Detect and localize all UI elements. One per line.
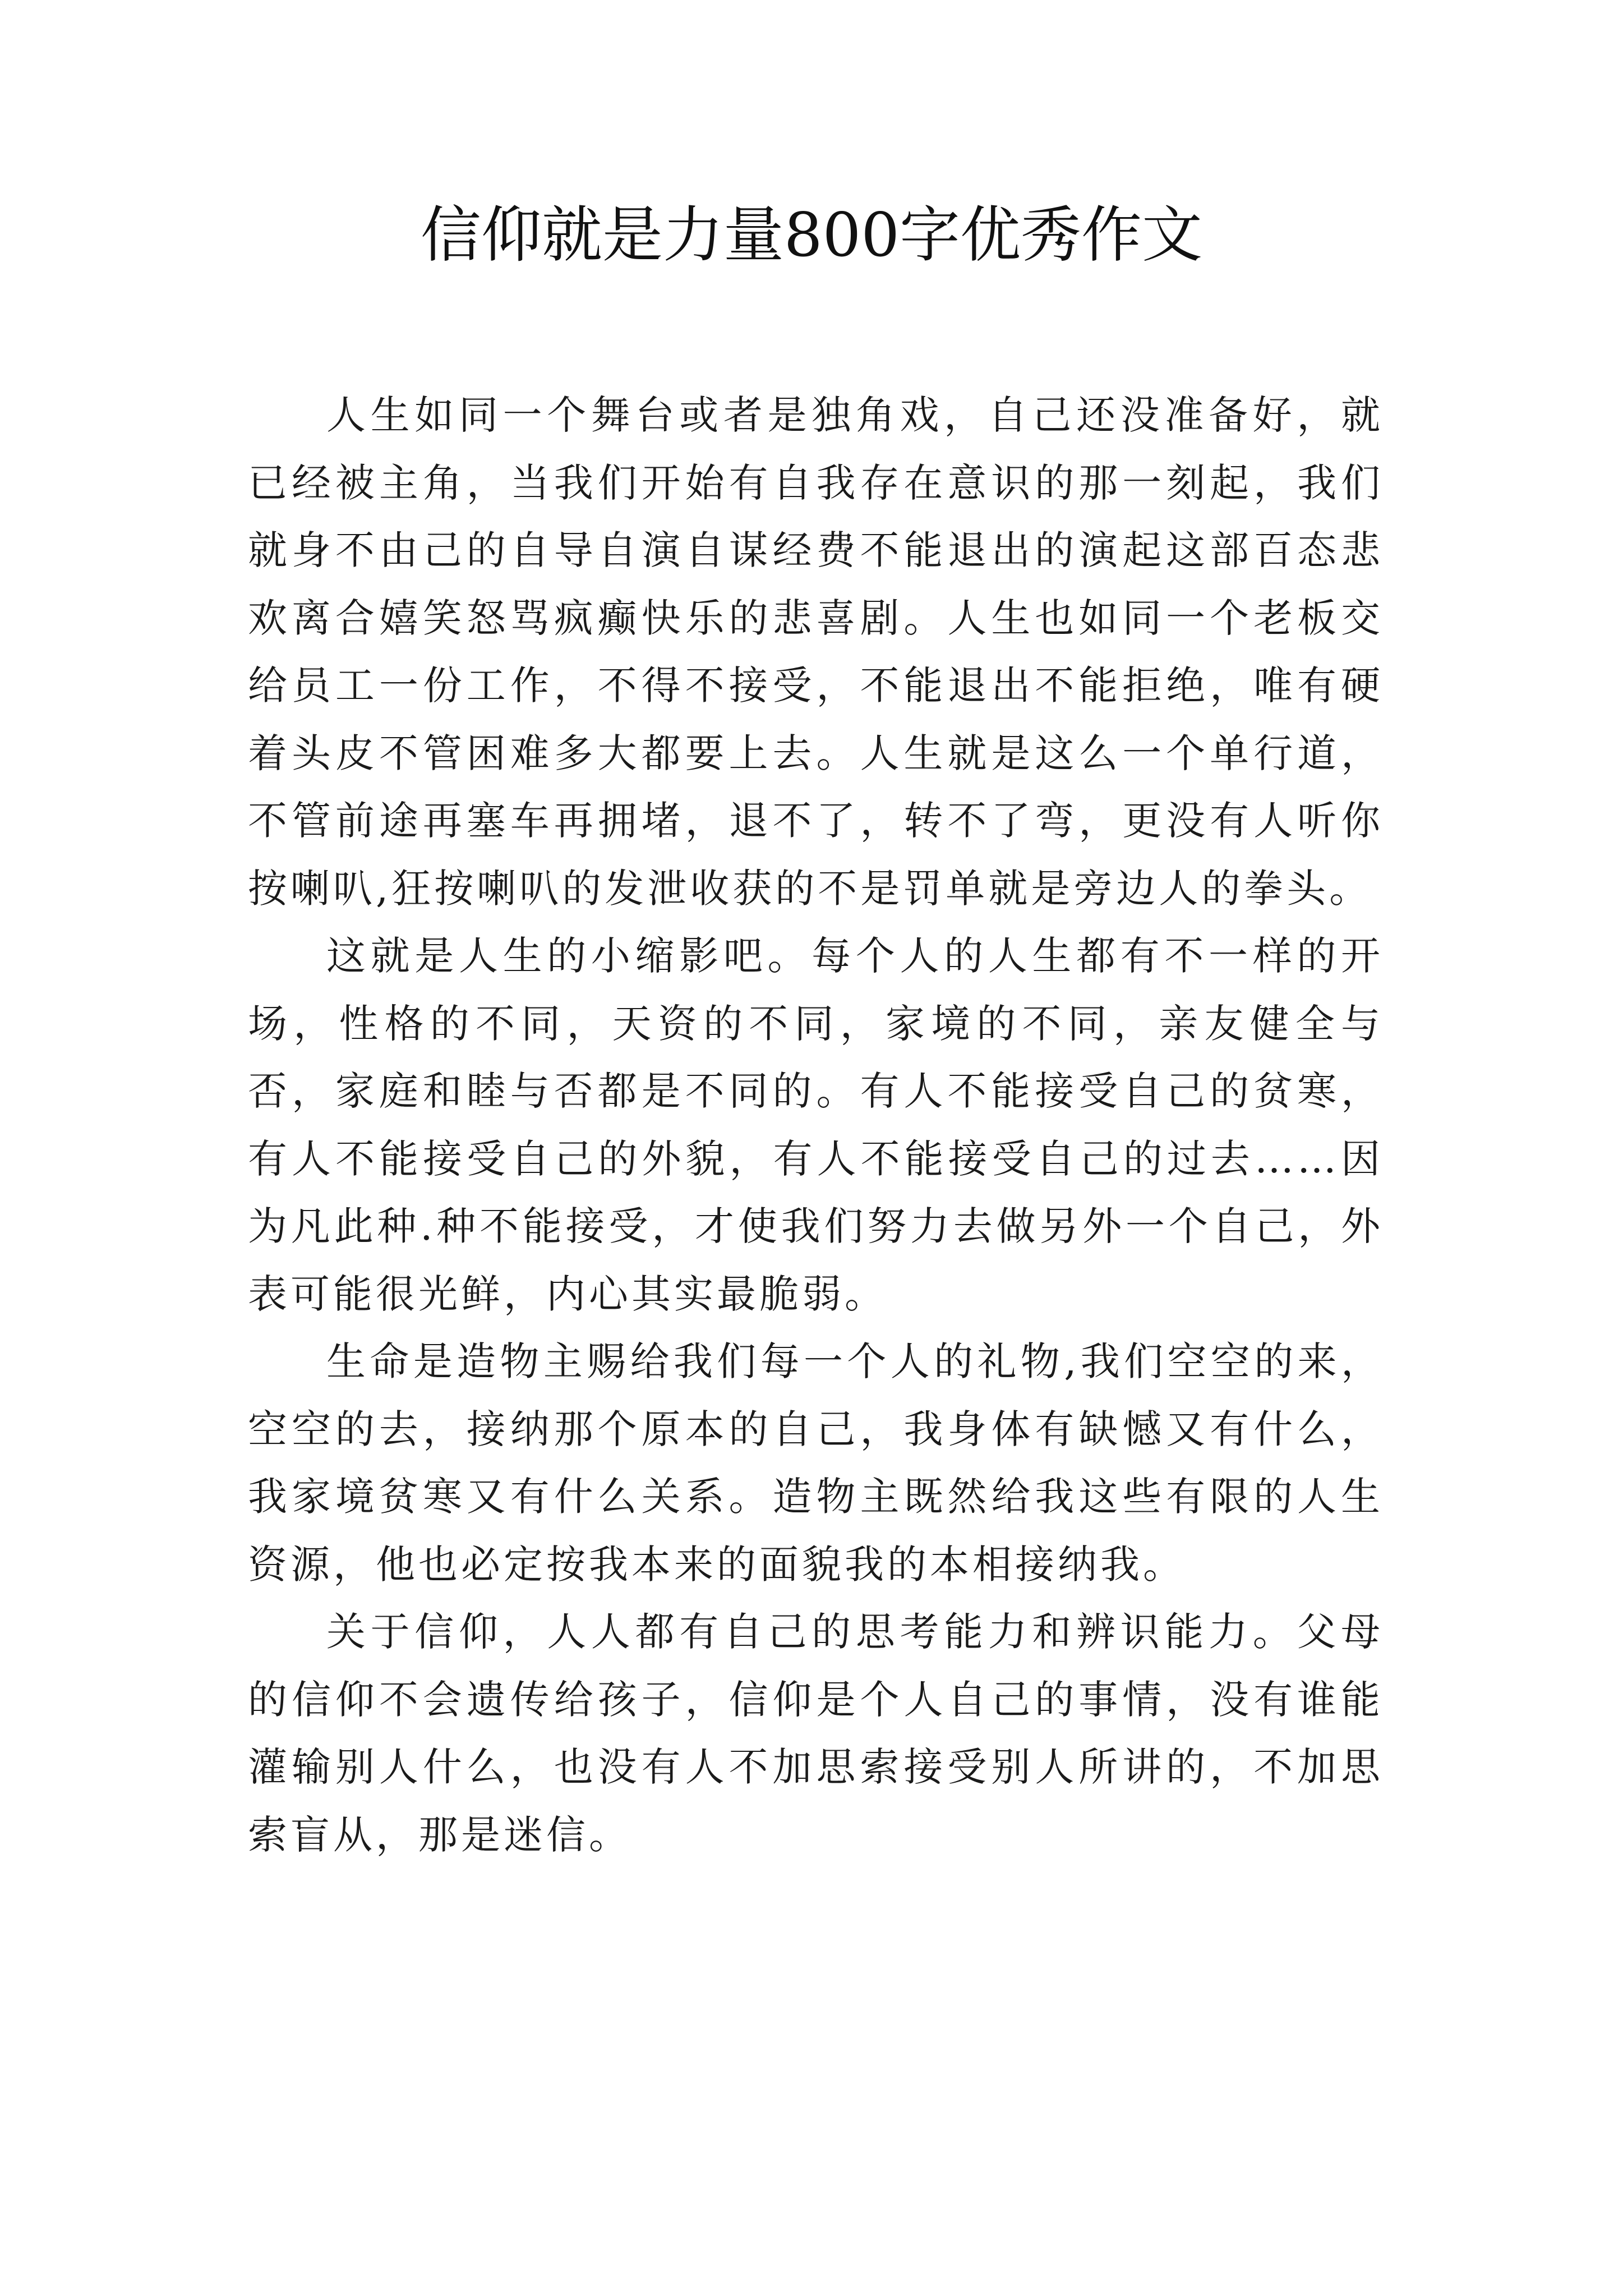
paragraph-4: 关于信仰，人人都有自己的思考能力和辨识能力。父母的信仰不会遗传给孩子，信仰是个人自己的事情，没有谁能灌输别人什么，也没有人不加思索接受别人所讲的，不加思索盲从，那是迷信。	[248, 1609, 1384, 1858]
paragraph-2: 这就是人生的小缩影吧。每个人的人生都有不一样的开场，性格的不同，天资的不同，家境的不同，亲友健全与否，家庭和睦与否都是不同的。有人不能接受自己的贫寒，有人不能接受自己的外貌，有人不能接受自己的过去……因为凡此种.种不能接受，才使我们努力去做另外一个自己，外表可能很光鲜，内心其实最脆弱。	[248, 933, 1384, 1317]
paragraph-3: 生命是造物主赐给我们每一个人的礼物,我们空空的来，空空的去，接纳那个原本的自己，我身体有缺憾又有什么，我家境贫寒又有什么关系。造物主既然给我这些有限的人生资源，他也必定按我本来的面貌我的本相接纳我。	[248, 1338, 1384, 1588]
paragraph-1: 人生如同一个舞台或者是独角戏，自己还没准备好，就已经被主角，当我们开始有自我存在意识的那一刻起，我们就身不由己的自导自演自谋经费不能退出的演起这部百态悲欢离合嬉笑怒骂疯癫快乐的悲喜剧。人生也如同一个老板交给员工一份工作，不得不接受，不能退出不能拒绝，唯有硬着头皮不管困难多大都要上去。人生就是这么一个单行道，不管前途再塞车再拥堵，退不了，转不了弯，更没有人听你按喇叭,狂按喇叭的发泄收获的不是罚单就是旁边人的拳头。	[248, 392, 1384, 912]
document-title: 信仰就是力量800字优秀作文	[420, 200, 1203, 270]
document-body	[248, 381, 1384, 1869]
